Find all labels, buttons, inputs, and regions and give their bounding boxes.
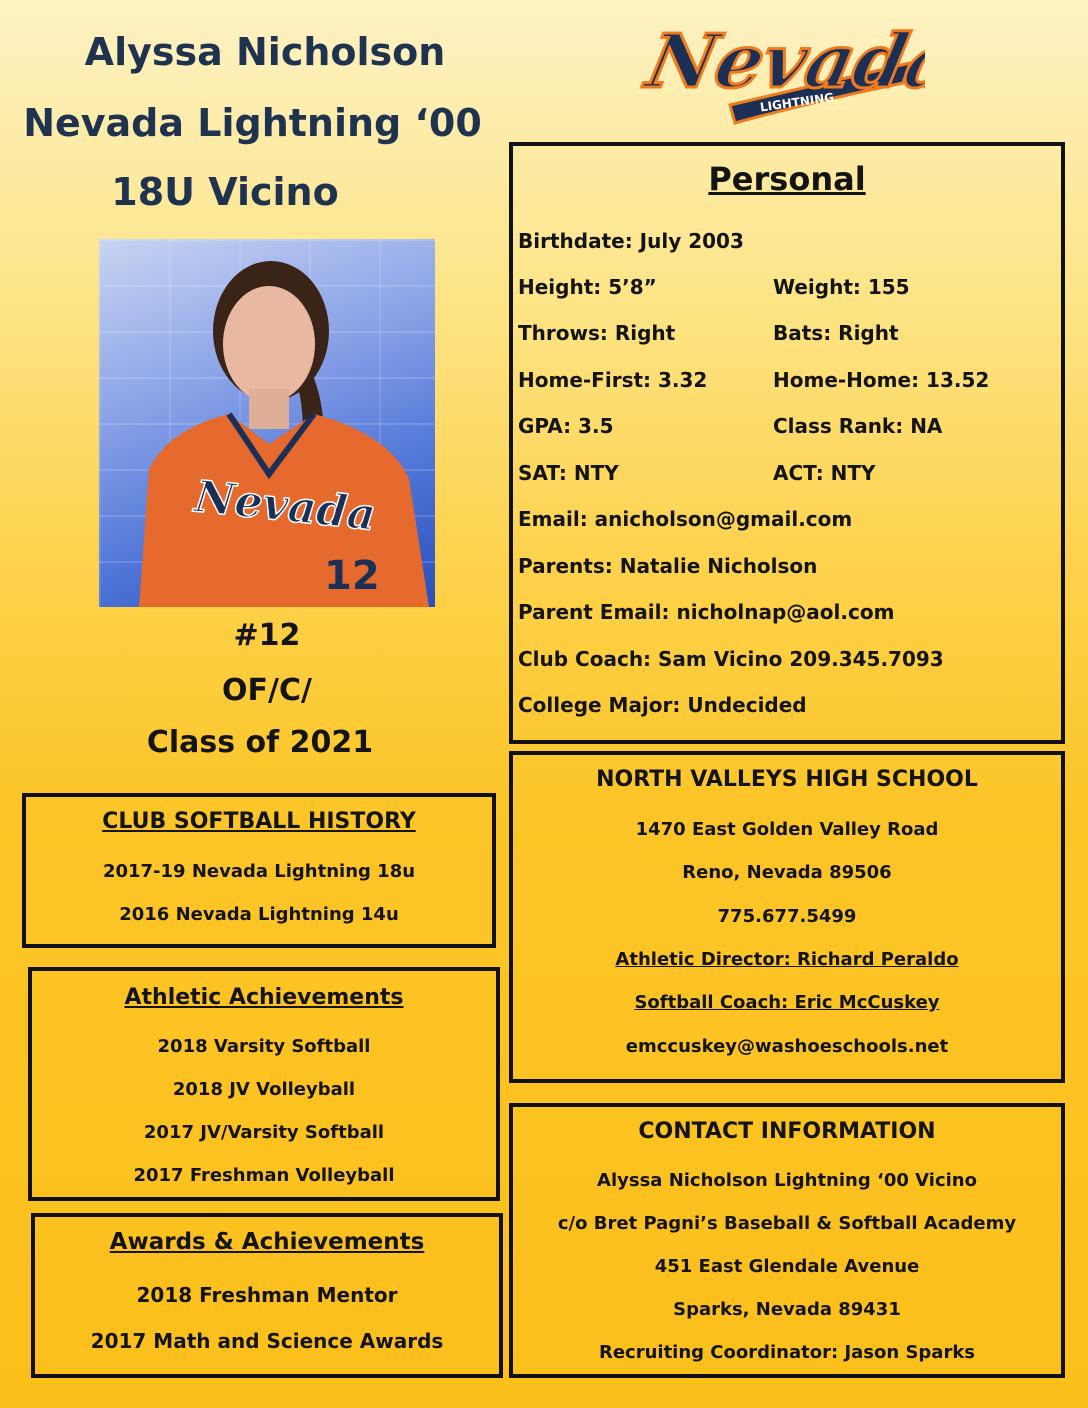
athletic-director: Athletic Director: Richard Peraldo <box>615 949 959 970</box>
logo-script-text: Nevada <box>639 17 925 105</box>
school-city: Reno, Nevada 89506 <box>682 862 892 883</box>
club-coach: Club Coach: Sam Vicino 209.345.7093 <box>518 647 944 671</box>
home-first: Home-First: 3.32 <box>518 368 708 392</box>
bats: Bats: Right <box>773 321 899 345</box>
school-section <box>509 751 1065 1083</box>
class-rank: Class Rank: NA <box>773 414 943 438</box>
weight: Weight: 155 <box>773 275 910 299</box>
awards-item: 2017 Math and Science Awards <box>90 1329 444 1353</box>
softball-coach: Softball Coach: Eric McCuskey <box>634 992 940 1013</box>
birthdate: Birthdate: July 2003 <box>518 229 744 253</box>
class-year: Class of 2021 <box>146 725 374 760</box>
parents: Parents: Natalie Nicholson <box>518 554 818 578</box>
contact-title: CONTACT INFORMATION <box>638 1119 936 1144</box>
gpa: GPA: 3.5 <box>518 414 614 438</box>
athletic-item: 2017 Freshman Volleyball <box>133 1165 395 1186</box>
player-position: OF/C/ <box>222 673 312 708</box>
contact-line: c/o Bret Pagni’s Baseball & Softball Academy <box>557 1213 1017 1234</box>
logo-banner-text: LIGHTNING <box>759 90 835 115</box>
sat: SAT: NTY <box>518 461 619 485</box>
jersey-text: Nevada <box>192 471 379 542</box>
club-history-title: CLUB SOFTBALL HISTORY <box>102 809 416 834</box>
height: Height: 5’8” <box>518 275 657 299</box>
contact-line: Sparks, Nevada 89431 <box>673 1299 901 1320</box>
email: Email: anicholson@gmail.com <box>518 507 853 531</box>
player-name: Alyssa Nicholson <box>84 30 446 74</box>
division-name: 18U Vicino <box>111 170 339 214</box>
personal-title: Personal <box>708 160 866 198</box>
school-address: 1470 East Golden Valley Road <box>635 819 939 840</box>
home-home: Home-Home: 13.52 <box>773 368 990 392</box>
act: ACT: NTY <box>773 461 876 485</box>
school-title: NORTH VALLEYS HIGH SCHOOL <box>596 767 978 792</box>
awards-section <box>31 1213 503 1378</box>
player-photo <box>99 239 435 607</box>
club-history-item: 2016 Nevada Lightning 14u <box>119 904 399 925</box>
athletic-section <box>28 967 500 1201</box>
school-phone: 775.677.5499 <box>717 906 857 927</box>
athletic-item: 2017 JV/Varsity Softball <box>143 1122 385 1143</box>
team-name: Nevada Lightning ‘00 <box>23 101 482 145</box>
college-major: College Major: Undecided <box>518 693 807 717</box>
contact-line: Alyssa Nicholson Lightning ‘00 Vicino <box>597 1170 977 1191</box>
personal-section <box>509 142 1065 744</box>
contact-section <box>509 1103 1065 1378</box>
jersey-number: 12 <box>324 553 380 599</box>
awards-title: Awards & Achievements <box>109 1229 425 1255</box>
club-history-item: 2017-19 Nevada Lightning 18u <box>102 861 416 882</box>
awards-item: 2018 Freshman Mentor <box>136 1283 398 1307</box>
athletic-item: 2018 JV Volleyball <box>172 1079 356 1100</box>
nevada-lightning-logo <box>635 5 925 130</box>
parent-email: Parent Email: nicholnap@aol.com <box>518 600 895 624</box>
contact-line: Recruiting Coordinator: Jason Sparks <box>598 1342 976 1363</box>
throws: Throws: Right <box>518 321 676 345</box>
athletic-title: Athletic Achievements <box>124 985 404 1010</box>
contact-line: 451 East Glendale Avenue <box>654 1256 920 1277</box>
coach-email: emccuskey@washoeschools.net <box>625 1036 949 1057</box>
player-number: #12 <box>233 618 301 653</box>
athletic-item: 2018 Varsity Softball <box>157 1036 371 1057</box>
club-history-section <box>22 793 496 948</box>
